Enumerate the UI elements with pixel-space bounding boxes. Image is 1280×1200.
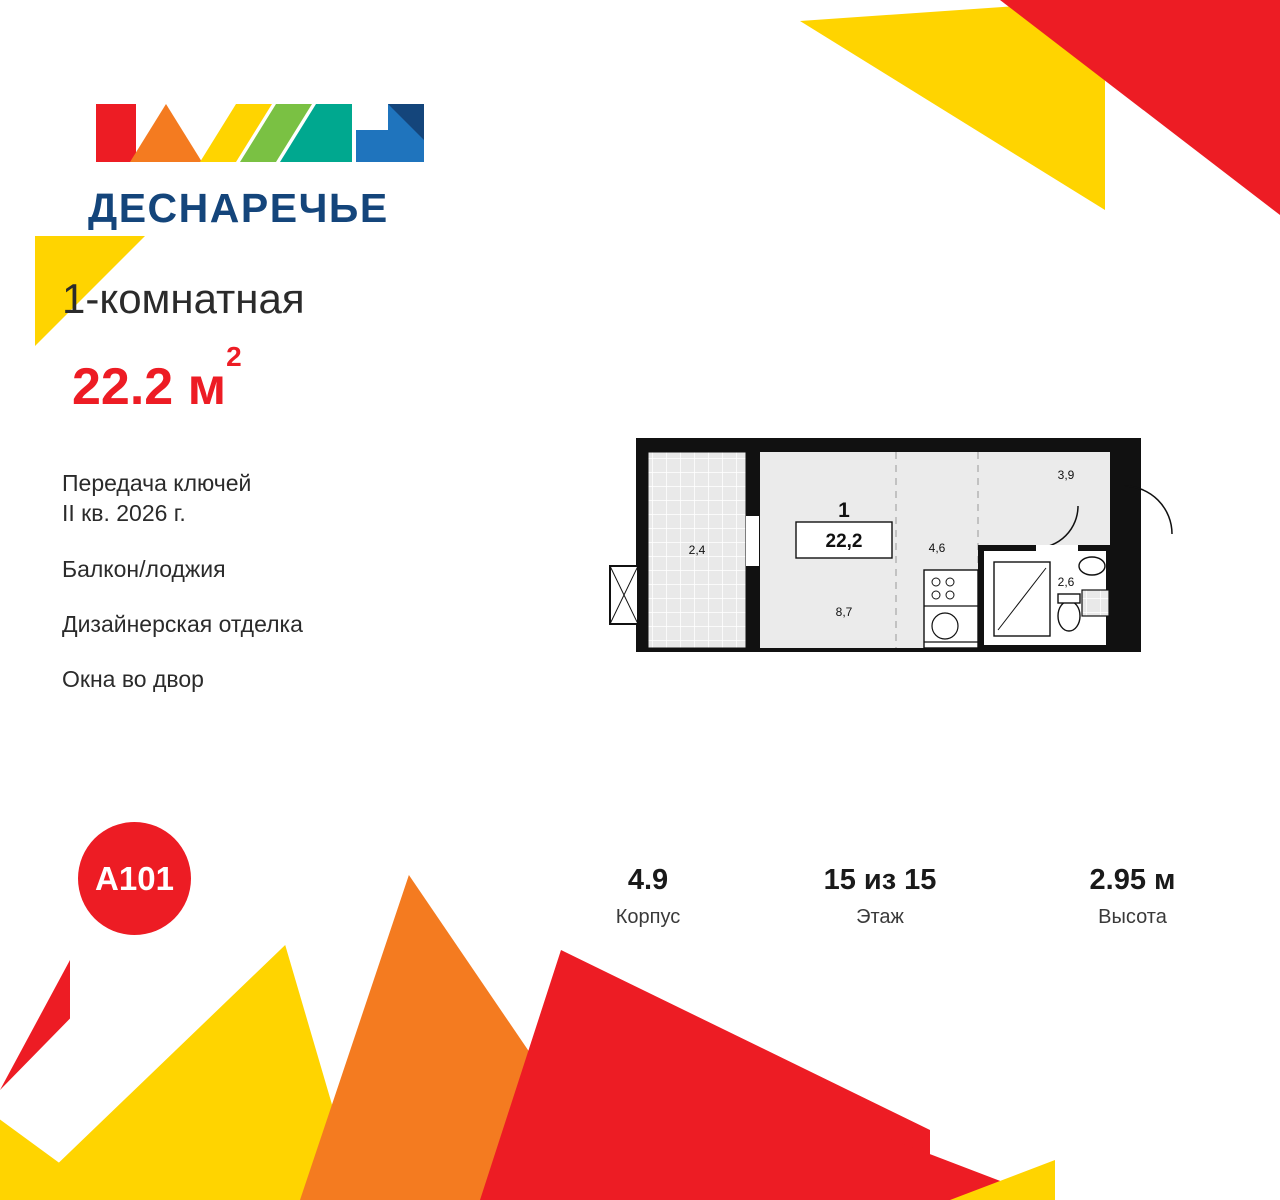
plan-label-living: 8,7 xyxy=(835,605,853,619)
stat-korpus xyxy=(563,864,733,929)
feature-line-1: Дизайнерская отделка xyxy=(62,611,303,638)
feature-list xyxy=(62,468,303,720)
developer-badge xyxy=(78,822,191,935)
area-unit-superscript: 2 xyxy=(226,340,242,372)
developer-badge-label: A101 xyxy=(95,859,174,897)
decor-shape-bottom-red-big xyxy=(480,950,930,1200)
plan-label-hall: 3,9 xyxy=(1057,468,1075,482)
floor-plan xyxy=(596,430,1216,685)
feature-line-1: Окна во двор xyxy=(62,666,204,693)
plan-room-area: 22,2 xyxy=(825,531,863,552)
stat-korpus-label: Корпус xyxy=(615,906,681,928)
plan-toilet-icon xyxy=(1058,601,1080,631)
list-item xyxy=(62,554,303,584)
plan-label-loggia: 2,4 xyxy=(688,543,706,557)
plan-room-number: 1 xyxy=(838,499,850,522)
stat-floor xyxy=(790,864,970,929)
stat-height-label: Высота xyxy=(1098,906,1167,928)
stat-floor-label: Этаж xyxy=(856,906,904,928)
brand-name: ДЕСНАРЕЧЬЕ xyxy=(88,185,389,231)
decor-shape-bottom-yellow-big xyxy=(20,945,360,1200)
stat-height-value: 2.95 м xyxy=(1089,864,1176,896)
stat-height xyxy=(1040,864,1225,929)
stat-floor-value: 15 из 15 xyxy=(823,864,937,896)
area-value: 22.2 м xyxy=(72,358,227,416)
stat-korpus-value: 4.9 xyxy=(627,864,669,896)
feature-line-1: Балкон/лоджия xyxy=(62,555,226,582)
brand-logo xyxy=(88,90,453,232)
page-title-area xyxy=(72,340,242,417)
decor-shape-bottom-red-small xyxy=(0,960,70,1090)
feature-line-1: Передача ключей xyxy=(62,470,252,496)
list-item xyxy=(62,609,303,639)
list-item xyxy=(62,664,303,694)
page-title-rooms: 1-комнатная xyxy=(62,275,305,322)
plan-label-kitchen: 4,6 xyxy=(928,541,946,555)
plan-label-bath: 2,6 xyxy=(1057,575,1075,589)
list-item xyxy=(62,468,303,529)
feature-line-2: II кв. 2026 г. xyxy=(62,500,186,527)
logo-mark-icon xyxy=(88,90,453,170)
plan-sink-icon xyxy=(1079,557,1105,575)
floor-plan-drawing xyxy=(596,430,1216,680)
